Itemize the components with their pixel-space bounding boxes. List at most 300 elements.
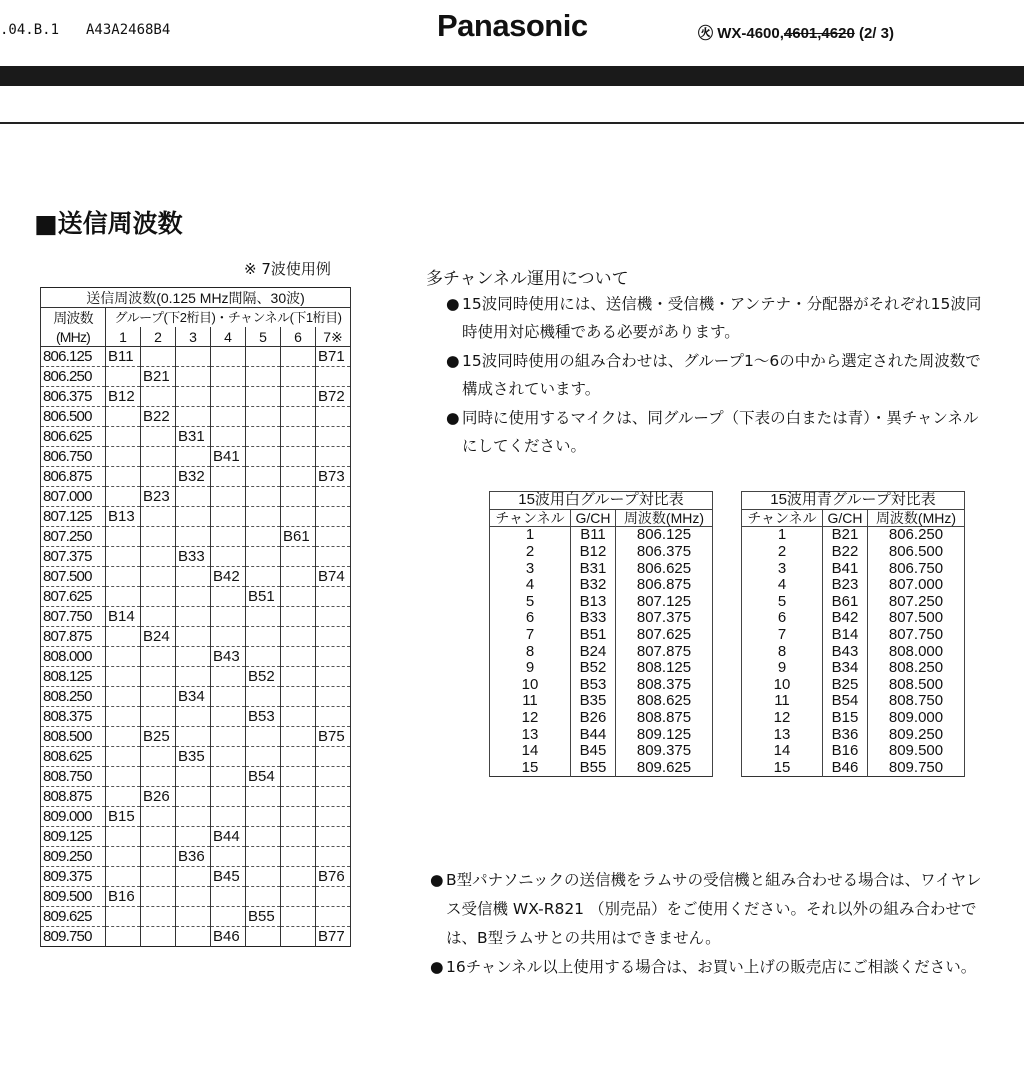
channel-cell: 5: [490, 594, 571, 611]
gch-cell: B43: [823, 643, 868, 660]
gch-cell: B61: [823, 594, 868, 611]
channel-cell: [281, 407, 316, 427]
bullet-dot: ●: [446, 409, 460, 427]
channel-cell: 6: [742, 610, 823, 627]
channel-cell: [211, 547, 246, 567]
channel-cell: [281, 387, 316, 407]
channel-cell: 12: [490, 710, 571, 727]
channel-cell: 14: [742, 743, 823, 760]
channel-cell: [141, 887, 176, 907]
table-row: [490, 627, 713, 644]
table-row: [41, 427, 351, 447]
channel-cell: [176, 627, 211, 647]
freq-cell: 808.875: [616, 710, 713, 727]
freq-cell: 807.250: [868, 594, 965, 611]
channel-cell: B43: [211, 647, 246, 667]
channel-cell: 9: [490, 660, 571, 677]
example-note: ※ 7波使用例: [244, 260, 331, 278]
table-row: [490, 560, 713, 577]
channel-cell: [316, 647, 351, 667]
channel-cell: [106, 567, 141, 587]
channel-cell: [176, 927, 211, 947]
freq-cell: 808.625: [41, 747, 106, 767]
channel-cell: [316, 587, 351, 607]
table-row: [742, 710, 965, 727]
channel-cell: [141, 687, 176, 707]
channel-cell: [211, 527, 246, 547]
multi-bullet-3: ● 同時に使用するマイクは、同グループ（下表の白または青）・異チャンネルにしてください。: [446, 404, 986, 460]
table-row: [742, 627, 965, 644]
channel-cell: B61: [281, 527, 316, 547]
channel-cell: [141, 467, 176, 487]
channel-cell: [246, 467, 281, 487]
channel-cell: B35: [176, 747, 211, 767]
channel-cell: [211, 767, 246, 787]
table-row: [41, 727, 351, 747]
channel-cell: [106, 867, 141, 887]
channel-cell: [176, 827, 211, 847]
channel-cell: [176, 487, 211, 507]
channel-cell: [316, 747, 351, 767]
channel-cell: [246, 547, 281, 567]
group-header-row: [41, 327, 351, 347]
freq-cell: 807.000: [41, 487, 106, 507]
table-row: [742, 677, 965, 694]
channel-cell: [211, 807, 246, 827]
table-row: [490, 726, 713, 743]
channel-cell: [246, 347, 281, 367]
channel-cell: 5: [742, 594, 823, 611]
table-header-row: [490, 509, 713, 527]
channel-cell: B25: [141, 727, 176, 747]
channel-cell: [106, 727, 141, 747]
channel-cell: [316, 607, 351, 627]
channel-cell: [316, 667, 351, 687]
freq-cell: 807.250: [41, 527, 106, 547]
channel-cell: 2: [742, 544, 823, 561]
model-numbers: [698, 22, 894, 43]
table-row: [41, 907, 351, 927]
channel-cell: [211, 747, 246, 767]
channel-cell: [281, 707, 316, 727]
group-header-1: 1: [106, 327, 141, 347]
channel-cell: 8: [742, 643, 823, 660]
channel-cell: [211, 587, 246, 607]
channel-cell: 15: [490, 760, 571, 777]
freq-cell: 808.875: [41, 787, 106, 807]
channel-cell: [176, 607, 211, 627]
model-mark: ㊋: [698, 25, 714, 42]
channel-cell: [316, 687, 351, 707]
channel-cell: [211, 387, 246, 407]
channel-cell: B51: [246, 587, 281, 607]
gch-cell: B32: [571, 577, 616, 594]
channel-cell: [316, 907, 351, 927]
gch-cell: B54: [823, 693, 868, 710]
freq-cell: 806.500: [868, 544, 965, 561]
channel-cell: B54: [246, 767, 281, 787]
gch-cell: B36: [823, 726, 868, 743]
channel-cell: 3: [742, 560, 823, 577]
channel-cell: [281, 847, 316, 867]
channel-cell: B74: [316, 567, 351, 587]
channel-cell: [141, 927, 176, 947]
table-row: [742, 643, 965, 660]
channel-cell: 13: [490, 726, 571, 743]
channel-cell: [316, 787, 351, 807]
blue-group-table: [741, 491, 965, 777]
note-2: ● 16チャンネル以上使用する場合は、お買い上げの販売店にご相談ください。: [430, 953, 990, 982]
table-row: [41, 627, 351, 647]
channel-cell: [141, 707, 176, 727]
channel-cell: [176, 507, 211, 527]
channel-cell: [211, 847, 246, 867]
table-header-row: [41, 308, 351, 328]
channel-cell: [246, 487, 281, 507]
channel-cell: [211, 407, 246, 427]
freq-cell: 808.250: [868, 660, 965, 677]
table-row: [41, 567, 351, 587]
freq-cell: 807.625: [616, 627, 713, 644]
channel-cell: B52: [246, 667, 281, 687]
channel-cell: [281, 887, 316, 907]
channel-cell: [316, 847, 351, 867]
channel-cell: [246, 747, 281, 767]
channel-cell: [176, 787, 211, 807]
col-freq-header: 周波数: [41, 308, 106, 328]
channel-cell: [246, 867, 281, 887]
channel-cell: [141, 347, 176, 367]
channel-cell: B16: [106, 887, 141, 907]
table-row: [41, 667, 351, 687]
channel-cell: [246, 507, 281, 527]
channel-cell: [281, 727, 316, 747]
channel-cell: B22: [141, 407, 176, 427]
gch-cell: B42: [823, 610, 868, 627]
channel-cell: B21: [141, 367, 176, 387]
channel-cell: [281, 867, 316, 887]
channel-cell: [176, 447, 211, 467]
channel-cell: [176, 707, 211, 727]
channel-cell: [176, 347, 211, 367]
freq-cell: 806.750: [41, 447, 106, 467]
channel-cell: B77: [316, 927, 351, 947]
gch-cell: B44: [571, 726, 616, 743]
col-freq-unit: (MHz): [41, 327, 106, 347]
channel-cell: [106, 787, 141, 807]
table-row: [41, 347, 351, 367]
channel-cell: [141, 867, 176, 887]
channel-cell: B76: [316, 867, 351, 887]
channel-cell: [211, 887, 246, 907]
table-row: [41, 587, 351, 607]
channel-cell: 4: [742, 577, 823, 594]
channel-cell: [316, 767, 351, 787]
channel-cell: B72: [316, 387, 351, 407]
channel-cell: 10: [742, 677, 823, 694]
channel-cell: B15: [106, 807, 141, 827]
col-channel: チャンネル: [490, 509, 571, 527]
channel-cell: [246, 847, 281, 867]
gch-cell: B26: [571, 710, 616, 727]
gch-cell: B45: [571, 743, 616, 760]
channel-cell: B36: [176, 847, 211, 867]
table-row: [41, 827, 351, 847]
channel-cell: 11: [742, 693, 823, 710]
freq-cell: 806.625: [41, 427, 106, 447]
channel-cell: [246, 807, 281, 827]
table-row: [490, 610, 713, 627]
channel-cell: [316, 807, 351, 827]
channel-cell: B46: [211, 927, 246, 947]
channel-cell: [176, 567, 211, 587]
channel-cell: [246, 447, 281, 467]
freq-cell: 807.125: [616, 594, 713, 611]
table-row: [742, 743, 965, 760]
channel-cell: [141, 427, 176, 447]
channel-cell: [106, 647, 141, 667]
freq-cell: 809.750: [868, 760, 965, 777]
channel-cell: [176, 807, 211, 827]
section-title: ■送信周波数: [34, 209, 183, 238]
channel-cell: 2: [490, 544, 571, 561]
freq-cell: 806.125: [41, 347, 106, 367]
table-row: [41, 867, 351, 887]
channel-cell: [281, 447, 316, 467]
freq-cell: 807.500: [41, 567, 106, 587]
channel-cell: [211, 487, 246, 507]
table-caption-row: [742, 492, 965, 510]
freq-cell: 808.375: [41, 707, 106, 727]
channel-cell: B33: [176, 547, 211, 567]
freq-cell: 807.750: [868, 627, 965, 644]
channel-cell: [281, 607, 316, 627]
channel-cell: [281, 747, 316, 767]
channel-cell: [246, 887, 281, 907]
channel-cell: B53: [246, 707, 281, 727]
table-row: [41, 767, 351, 787]
white-table-caption: 15波用白グループ対比表: [490, 492, 713, 510]
channel-cell: [176, 767, 211, 787]
channel-cell: [106, 427, 141, 447]
channel-cell: [246, 627, 281, 647]
channel-cell: [281, 487, 316, 507]
channel-cell: [211, 427, 246, 447]
channel-cell: 13: [742, 726, 823, 743]
channel-cell: [316, 367, 351, 387]
channel-cell: [141, 447, 176, 467]
note-1: ● B型パナソニックの送信機をラムサの受信機と組み合わせる場合は、ワイヤレス受信機 WX-R821 （別売品）をご使用ください。それ以外の組み合わせでは、B型ラムサとの共用はできません。: [430, 866, 990, 953]
channel-cell: [281, 347, 316, 367]
freq-cell: 809.375: [616, 743, 713, 760]
freq-cell: 809.500: [41, 887, 106, 907]
frequency-table: [40, 287, 351, 947]
channel-cell: [141, 567, 176, 587]
freq-cell: 808.625: [616, 693, 713, 710]
table-row: [490, 760, 713, 777]
model-struck: 4601,4620: [783, 25, 855, 42]
channel-cell: [176, 527, 211, 547]
gch-cell: B11: [571, 527, 616, 544]
document-id: .04.B.1: [0, 22, 60, 38]
table-row: [742, 660, 965, 677]
channel-cell: 3: [490, 560, 571, 577]
channel-cell: [211, 367, 246, 387]
group-header-4: 4: [211, 327, 246, 347]
freq-cell: 808.000: [41, 647, 106, 667]
multi-bullet-2: ● 15波同時使用の組み合わせは、グループ1〜6の中から選定された周波数で構成されています。: [446, 347, 986, 403]
freq-cell: 809.250: [868, 726, 965, 743]
table-row: [41, 387, 351, 407]
freq-cell: 808.500: [868, 677, 965, 694]
channel-cell: 14: [490, 743, 571, 760]
channel-cell: [176, 887, 211, 907]
channel-cell: [281, 927, 316, 947]
channel-cell: [106, 927, 141, 947]
channel-cell: [106, 547, 141, 567]
table-row: [490, 577, 713, 594]
table-row: [41, 527, 351, 547]
channel-cell: B11: [106, 347, 141, 367]
channel-cell: [141, 387, 176, 407]
gch-cell: B46: [823, 760, 868, 777]
channel-cell: [176, 647, 211, 667]
channel-cell: [281, 687, 316, 707]
channel-cell: [176, 907, 211, 927]
channel-cell: [141, 667, 176, 687]
channel-cell: 9: [742, 660, 823, 677]
channel-cell: [246, 787, 281, 807]
channel-cell: B13: [106, 507, 141, 527]
page-indicator: (2/ 3): [858, 25, 894, 42]
channel-cell: [246, 687, 281, 707]
channel-cell: 12: [742, 710, 823, 727]
table-row: [742, 760, 965, 777]
col-channel: チャンネル: [742, 509, 823, 527]
freq-cell: 807.875: [616, 643, 713, 660]
bullet-dot: ●: [430, 871, 444, 889]
channel-cell: [246, 567, 281, 587]
freq-cell: 808.125: [41, 667, 106, 687]
freq-cell: 809.750: [41, 927, 106, 947]
table-row: [742, 594, 965, 611]
freq-cell: 809.625: [41, 907, 106, 927]
col-freq: 周波数(MHz): [616, 509, 713, 527]
gch-cell: B23: [823, 577, 868, 594]
channel-cell: [246, 727, 281, 747]
gch-cell: B31: [571, 560, 616, 577]
channel-cell: [316, 707, 351, 727]
table-row: [490, 527, 713, 544]
channel-cell: B45: [211, 867, 246, 887]
channel-cell: [246, 407, 281, 427]
freq-cell: 808.375: [616, 677, 713, 694]
table-row: [41, 607, 351, 627]
freq-cell: 806.125: [616, 527, 713, 544]
table-row: [41, 787, 351, 807]
channel-cell: [106, 687, 141, 707]
channel-cell: [281, 827, 316, 847]
channel-cell: [106, 467, 141, 487]
channel-cell: [246, 827, 281, 847]
channel-cell: [211, 347, 246, 367]
channel-cell: [211, 667, 246, 687]
freq-cell: 808.000: [868, 643, 965, 660]
channel-cell: [281, 767, 316, 787]
table-row: [490, 710, 713, 727]
channel-cell: [316, 487, 351, 507]
gch-cell: B51: [571, 627, 616, 644]
channel-cell: 11: [490, 693, 571, 710]
table-row: [490, 544, 713, 561]
channel-cell: [316, 547, 351, 567]
channel-cell: B73: [316, 467, 351, 487]
channel-cell: [211, 507, 246, 527]
channel-cell: [281, 647, 316, 667]
channel-cell: 4: [490, 577, 571, 594]
table-row: [742, 544, 965, 561]
group-header-7: 7※: [316, 327, 351, 347]
table-header-row: [742, 509, 965, 527]
col-gch: G/CH: [823, 509, 868, 527]
freq-cell: 806.875: [41, 467, 106, 487]
freq-cell: 807.000: [868, 577, 965, 594]
channel-cell: 7: [742, 627, 823, 644]
channel-cell: [281, 507, 316, 527]
channel-cell: [141, 647, 176, 667]
channel-cell: [176, 727, 211, 747]
channel-cell: [211, 627, 246, 647]
table-row: [41, 707, 351, 727]
channel-cell: [211, 687, 246, 707]
model-main: WX-4600,: [717, 25, 784, 42]
channel-cell: 15: [742, 760, 823, 777]
freq-cell: 806.250: [868, 527, 965, 544]
channel-cell: B31: [176, 427, 211, 447]
freq-cell: 807.375: [41, 547, 106, 567]
table-row: [41, 367, 351, 387]
channel-cell: 8: [490, 643, 571, 660]
table-row: [490, 660, 713, 677]
table-row: [742, 610, 965, 627]
white-group-table: [489, 491, 713, 777]
table-row: [742, 726, 965, 743]
freq-cell: 806.875: [616, 577, 713, 594]
channel-cell: [316, 407, 351, 427]
channel-cell: [176, 367, 211, 387]
channel-cell: 10: [490, 677, 571, 694]
gch-cell: B53: [571, 677, 616, 694]
channel-cell: [176, 667, 211, 687]
channel-cell: [106, 707, 141, 727]
table-row: [41, 467, 351, 487]
freq-cell: 806.375: [41, 387, 106, 407]
channel-cell: [316, 627, 351, 647]
freq-cell: 806.625: [616, 560, 713, 577]
group-header-5: 5: [246, 327, 281, 347]
table-row: [41, 507, 351, 527]
channel-cell: [281, 547, 316, 567]
channel-cell: [246, 647, 281, 667]
table-row: [41, 747, 351, 767]
table-row: [41, 887, 351, 907]
channel-cell: [141, 827, 176, 847]
brand-logo: Panasonic: [437, 8, 588, 43]
channel-cell: B55: [246, 907, 281, 927]
freq-cell: 808.750: [41, 767, 106, 787]
freq-cell: 808.750: [868, 693, 965, 710]
channel-cell: [141, 807, 176, 827]
